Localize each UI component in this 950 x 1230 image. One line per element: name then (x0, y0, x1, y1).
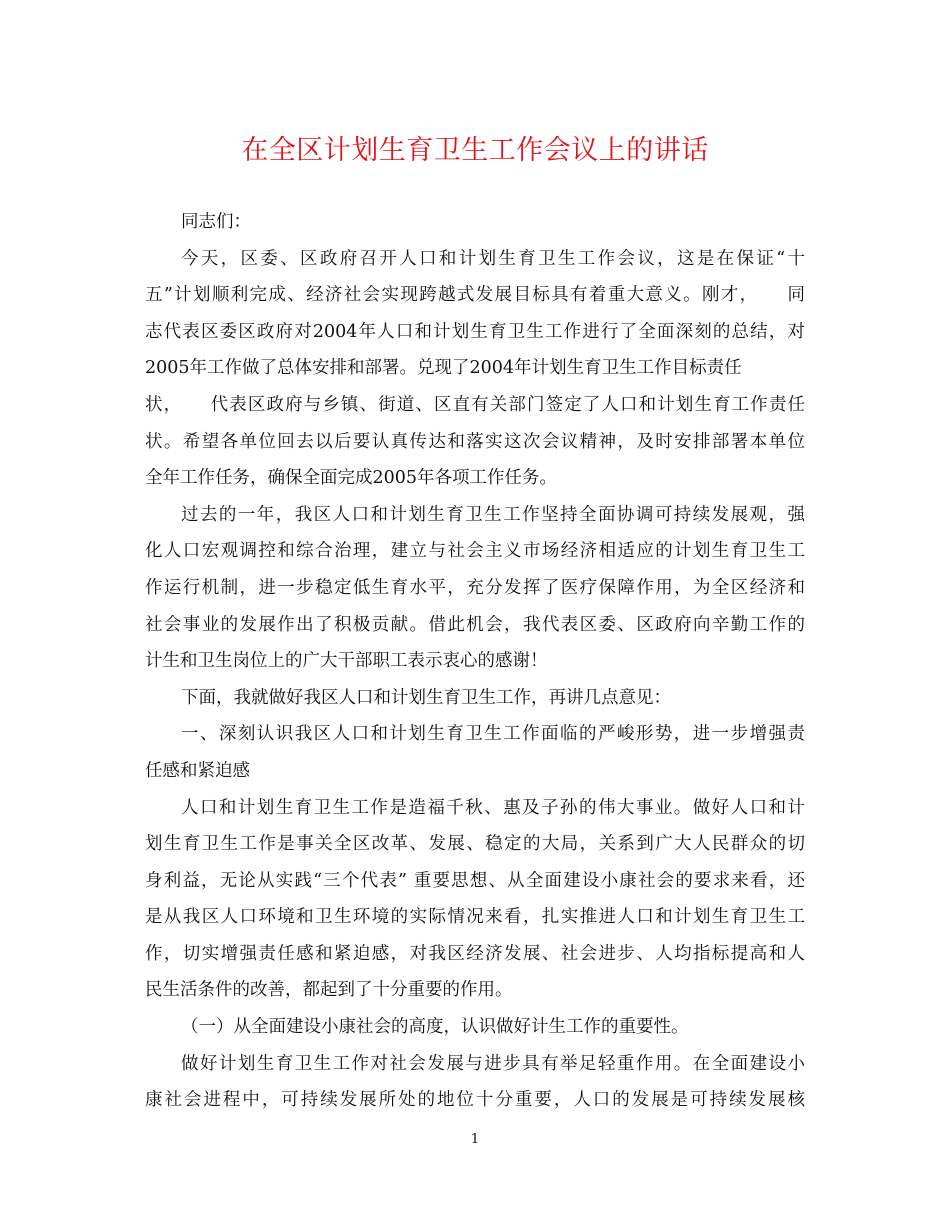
text-line: 全年工作任务，确保全面完成2005年各项工作任务。 (145, 468, 558, 489)
text-line: 状。希望各单位回去以后要认真传达和落实这次会议精神，及时安排部署本单位 (145, 431, 805, 452)
text-line: 一、深刻认识我区人口和计划生育卫生工作面临的严峻形势，进一步增强责 (181, 724, 805, 745)
text-line: 作运行机制，进一步稳定低生育水平，充分发挥了医疗保障作用，为全区经济和 (145, 577, 805, 598)
text-line: （一）从全面建设小康社会的高度，认识做好计生工作的重要性。 (181, 1017, 689, 1038)
text-line: 状， 代表区政府与乡镇、街道、区直有关部门签定了人口和计划生育工作责任 (145, 394, 805, 415)
text-line: 过去的一年，我区人口和计划生育卫生工作坚持全面协调可持续发展观，强 (181, 504, 805, 525)
text-line: 康社会进程中，可持续发展所处的地位十分重要，人口的发展是可持续发展核 (145, 1090, 805, 1111)
text-line: 志代表区委区政府对2004年人口和计划生育卫生工作进行了全面深刻的总结，对 (145, 321, 805, 342)
document-title: 在全区计划生育卫生工作会议上的讲话 (241, 135, 709, 166)
text-line: 五”计划顺利完成、经济社会实现跨越式发展目标具有着重大意义。刚才， 同 (145, 285, 805, 306)
text-line: 人口和计划生育卫生工作是造福千秋、惠及子孙的伟大事业。做好人口和计 (181, 797, 805, 818)
text-line: 划生育卫生工作是事关全区改革、发展、稳定的大局，关系到广大人民群众的切 (145, 834, 805, 855)
text-line: 下面，我就做好我区人口和计划生育卫生工作，再讲几点意见： (181, 687, 671, 708)
text-line: 作，切实增强责任感和紧迫感，对我区经济发展、社会进步、人均指标提高和人 (145, 943, 805, 964)
document-body (145, 204, 805, 1119)
text-line: 今天，区委、区政府召开人口和计划生育卫生工作会议，这是在保证“十 (181, 248, 805, 269)
text-line: 民生活条件的改善，都起到了十分重要的作用。 (145, 980, 513, 1001)
text-line: 任感和紧迫感 (145, 760, 250, 781)
text-line: 是从我区人口环境和卫生环境的实际情况来看，扎实推进人口和计划生育卫生工 (145, 907, 805, 928)
page-number: 1 (470, 1132, 480, 1147)
text-line: 身利益，无论从实践“三个代表” 重要思想、从全面建设小康社会的要求来看，还 (145, 870, 805, 891)
text-line: 社会事业的发展作出了积极贡献。借此机会，我代表区委、区政府向辛勤工作的 (145, 614, 805, 635)
text-line: 同志们： (181, 212, 251, 232)
text-line: 化人口宏观调控和综合治理，建立与社会主义市场经济相适应的计划生育卫生工 (145, 541, 805, 562)
text-line: 2005年工作做了总体安排和部署。兑现了2004年计划生育卫生工作目标责任 (145, 358, 742, 379)
text-line: 做好计划生育卫生工作对社会发展与进步具有举足轻重作用。在全面建设小 (181, 1053, 805, 1074)
text-line: 计生和卫生岗位上的广大干部职工表示衷心的感谢！ (145, 651, 548, 672)
